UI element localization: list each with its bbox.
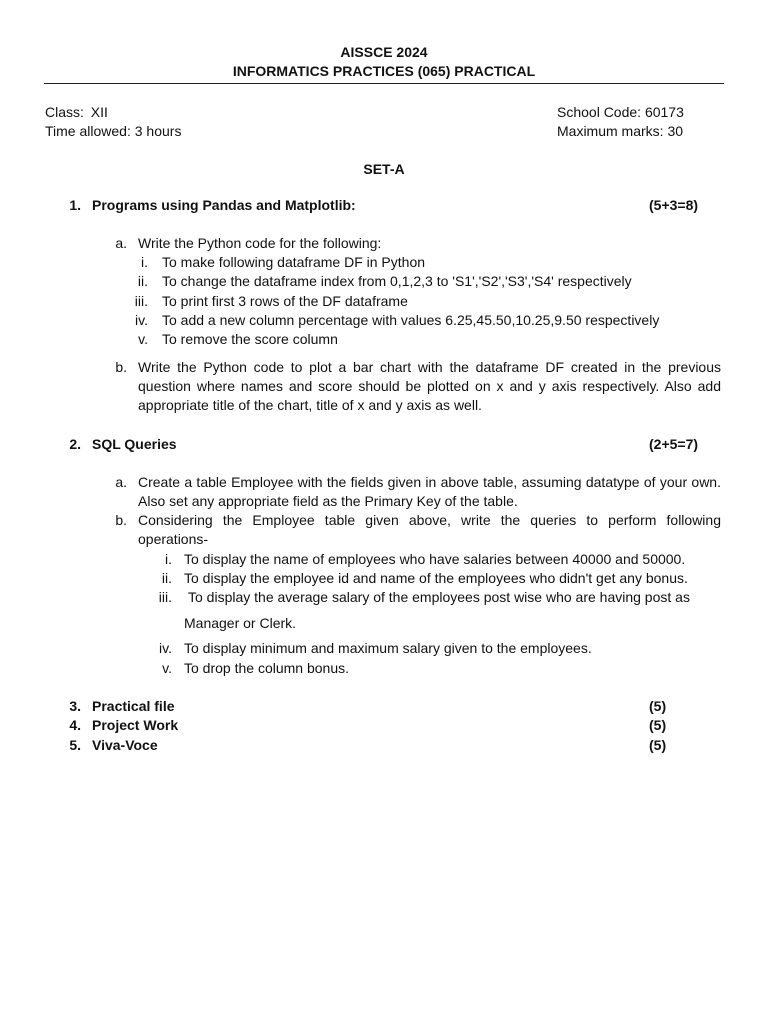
- header-divider: [44, 83, 724, 84]
- q2-number: 2.: [69, 436, 81, 452]
- q1a-text: Write the Python code for the following:: [138, 235, 382, 251]
- q1-number: 1.: [69, 197, 81, 213]
- q1b-label: b.: [115, 359, 127, 375]
- time-label: Time allowed:: [45, 123, 131, 139]
- school-code-info: [557, 103, 684, 121]
- school-code-value: 60173: [644, 104, 684, 120]
- q1a-item-num: iii.: [134, 293, 148, 309]
- q1a-item-text: To add a new column percentage with values 6.25,45.50,10.25,9.50 respectively: [162, 312, 660, 328]
- q5-number: 5.: [69, 737, 81, 753]
- q1a-item-text: To print first 3 rows of the DF dataframe: [162, 293, 408, 309]
- q2a-label: a.: [115, 474, 127, 490]
- q2b-item-num: ii.: [161, 570, 172, 586]
- q2b-item-text: To display the employee id and name of the employees who didn't get any bonus.: [184, 570, 688, 586]
- q1-title: Programs using Pandas and Matplotlib:: [92, 197, 356, 213]
- q2-title: SQL Queries: [92, 436, 177, 452]
- exam-title: AISSCE 2024: [340, 44, 428, 60]
- q1a-item-num: v.: [138, 331, 148, 347]
- exam-subtitle: INFORMATICS PRACTICES (065) PRACTICAL: [232, 63, 536, 79]
- q5-title: Viva-Voce: [92, 737, 158, 753]
- q4-number: 4.: [69, 717, 81, 733]
- time-value: 3 hours: [134, 123, 182, 139]
- class-label: Class:: [45, 104, 84, 120]
- q3-marks: (5): [649, 698, 667, 714]
- q2b-item-num: i.: [165, 551, 172, 567]
- q5-marks: (5): [649, 737, 667, 753]
- class-value: XII: [90, 104, 108, 120]
- q3-title: Practical file: [92, 698, 175, 714]
- max-marks-value: 30: [667, 123, 684, 139]
- q1a-item-num: iv.: [135, 312, 148, 328]
- q1a-item-text: To remove the score column: [162, 331, 338, 347]
- class-info: [45, 103, 108, 121]
- time-info: [45, 122, 181, 140]
- school-code-label: School Code:: [557, 104, 642, 120]
- q2b-item-text: To display the average salary of the employees post wise who are having post as: [188, 589, 690, 605]
- q2b-item-text: To drop the column bonus.: [184, 660, 349, 676]
- q2b-item-continuation: Manager or Clerk.: [184, 615, 297, 631]
- q1a-item-text: To change the dataframe index from 0,1,2,3 to 'S1','S2','S3','S4' respectively: [162, 273, 632, 289]
- q1a-label: a.: [115, 235, 127, 251]
- max-marks-info: [557, 122, 683, 140]
- max-marks-label: Maximum marks:: [557, 123, 664, 139]
- q1a-item-text: To make following dataframe DF in Python: [162, 254, 426, 270]
- q1a-item-num: ii.: [137, 273, 148, 289]
- q2b-label: b.: [115, 512, 127, 528]
- q4-title: Project Work: [92, 717, 179, 733]
- q2b-item-text: To display minimum and maximum salary given to the employees.: [184, 640, 592, 656]
- q1b-text: Write the Python code to plot a bar chart with the dataframe DF created in the previous question where names and score should be plotted on x and y axis respectively. Also add appropriate title of the chart, title of x and y axis as well.: [138, 359, 721, 414]
- set-label: SET-A: [363, 161, 405, 177]
- q2b-item-text: To display the name of employees who have salaries between 40000 and 50000.: [184, 551, 686, 567]
- q2-marks: (2+5=7): [649, 436, 699, 452]
- q4-marks: (5): [649, 717, 667, 733]
- q1a-item-num: i.: [141, 254, 148, 270]
- q1-marks: (5+3=8): [649, 197, 699, 213]
- q2b-item-num: iv.: [159, 640, 172, 656]
- q3-number: 3.: [69, 698, 81, 714]
- q2b-text: Considering the Employee table given above, write the queries to perform following operations-: [138, 512, 721, 548]
- q2b-item-num: iii.: [158, 589, 172, 605]
- q2a-text: Create a table Employee with the fields given in above table, assuming datatype of your own. Also set any appropriate field as the Primary Key of the table.: [138, 474, 721, 510]
- q2b-item-num: v.: [162, 660, 172, 676]
